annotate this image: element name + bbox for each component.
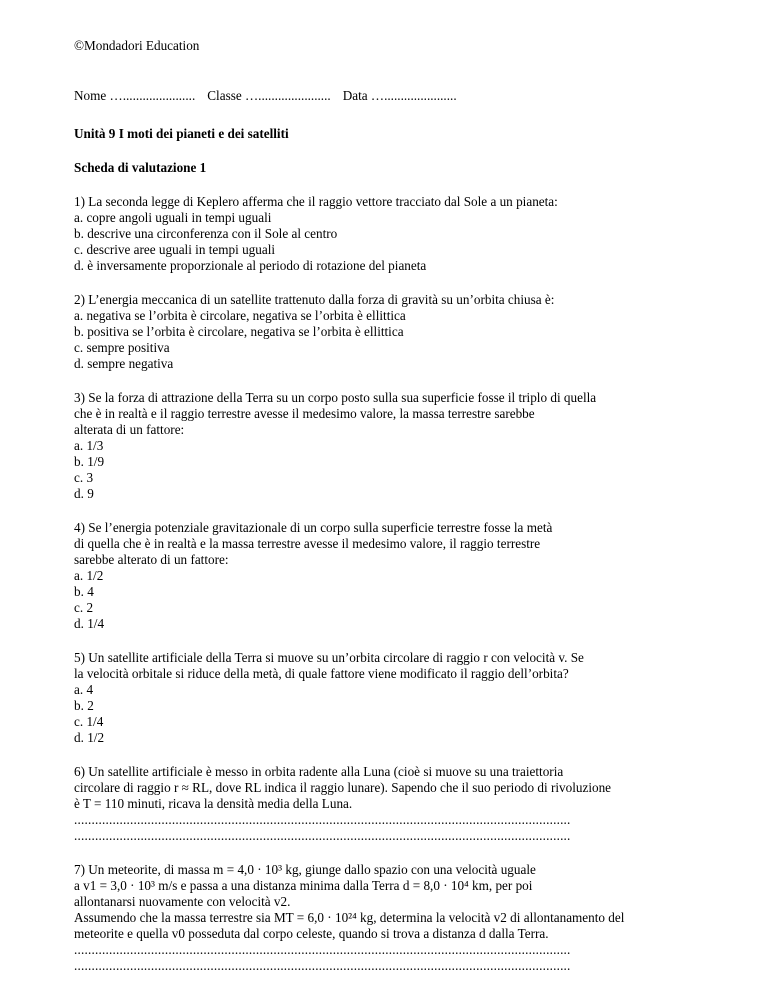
answer-option-c[interactable]: c. 2 xyxy=(74,600,94,615)
question-2 xyxy=(74,292,694,372)
question-text: 3) Se la forza di attrazione della Terra su un corpo posto sulla sua superficie fosse il triplo di quella xyxy=(74,390,597,405)
question-text: di quella che è in realtà e la massa terrestre avesse il medesimo valore, il raggio terrestre xyxy=(74,536,541,551)
question-text: 7) Un meteorite, di massa m = 4,0 · 10³ kg, giunge dallo spazio con una velocità uguale xyxy=(74,862,536,877)
answer-option-a[interactable]: a. 1/2 xyxy=(74,568,104,583)
answer-option-a[interactable]: a. 1/3 xyxy=(74,438,104,453)
answer-option-d[interactable]: d. 1/4 xyxy=(74,616,105,631)
unit-title: Unità 9 I moti dei pianeti e dei satelliti xyxy=(74,126,289,141)
answer-option-a[interactable]: a. 4 xyxy=(74,682,94,697)
question-6 xyxy=(74,764,694,844)
question-1 xyxy=(74,194,694,274)
sheet-title: Scheda di valutazione 1 xyxy=(74,160,207,175)
name-field[interactable]: Nome …...................... xyxy=(74,88,196,103)
question-text: sarebbe alterato di un fattore: xyxy=(74,552,229,567)
question-text: a v1 = 3,0 · 10³ m/s e passa a una distanza minima dalla Terra d = 8,0 · 10⁴ km, per poi xyxy=(74,878,533,893)
worksheet-content xyxy=(74,38,694,974)
question-5 xyxy=(74,650,694,746)
student-info-row xyxy=(74,88,694,104)
question-text: che è in realtà e il raggio terrestre avesse il medesimo valore, la massa terrestre sarebbe xyxy=(74,406,535,421)
question-text: 5) Un satellite artificiale della Terra si muove su un’orbita circolare di raggio r con velocità v. Se xyxy=(74,650,584,665)
date-field[interactable]: Data …...................... xyxy=(342,88,457,103)
answer-option-a[interactable]: a. negativa se l’orbita è circolare, negativa se l’orbita è ellittica xyxy=(74,308,406,323)
answer-option-c[interactable]: c. 3 xyxy=(74,470,94,485)
answer-option-b[interactable]: b. positiva se l’orbita è circolare, negativa se l’orbita è ellittica xyxy=(74,324,404,339)
answer-line[interactable]: .............................................................................................................................................. xyxy=(74,828,571,843)
question-text: è T = 110 minuti, ricava la densità media della Luna. xyxy=(74,796,353,811)
answer-line[interactable]: .............................................................................................................................................. xyxy=(74,958,571,973)
question-text: alterata di un fattore: xyxy=(74,422,185,437)
question-text: 1) La seconda legge di Keplero afferma che il raggio vettore tracciato dal Sole a un pianeta: xyxy=(74,194,558,209)
question-4 xyxy=(74,520,694,632)
answer-option-b[interactable]: b. 2 xyxy=(74,698,94,713)
question-text: Assumendo che la massa terrestre sia MT = 6,0 · 10²⁴ kg, determina la velocità v2 di allontanamento del xyxy=(74,910,625,925)
answer-line[interactable]: .............................................................................................................................................. xyxy=(74,812,571,827)
answer-line[interactable]: .............................................................................................................................................. xyxy=(74,942,571,957)
question-text: la velocità orbitale si riduce della metà, di quale fattore viene modificato il raggio dell’orbita? xyxy=(74,666,569,681)
question-text: circolare di raggio r ≈ RL, dove RL indica il raggio lunare). Sapendo che il suo periodo di rivoluzione xyxy=(74,780,612,795)
answer-option-c[interactable]: c. 1/4 xyxy=(74,714,104,729)
answer-option-c[interactable]: c. sempre positiva xyxy=(74,340,170,355)
question-text: meteorite e quella v0 posseduta dal corpo celeste, quando si trova a distanza d dalla Terra. xyxy=(74,926,549,941)
answer-option-b[interactable]: b. descrive una circonferenza con il Sole al centro xyxy=(74,226,338,241)
question-text: 6) Un satellite artificiale è messo in orbita radente alla Luna (cioè si muove su una traiettoria xyxy=(74,764,564,779)
answer-option-d[interactable]: d. sempre negativa xyxy=(74,356,174,371)
question-7 xyxy=(74,862,694,974)
answer-option-b[interactable]: b. 4 xyxy=(74,584,94,599)
answer-option-d[interactable]: d. 9 xyxy=(74,486,94,501)
class-field[interactable]: Classe …...................... xyxy=(207,88,331,103)
question-3 xyxy=(74,390,694,502)
copyright-notice: ©Mondadori Education xyxy=(74,38,200,53)
answer-option-a[interactable]: a. copre angoli uguali in tempi uguali xyxy=(74,210,272,225)
answer-option-d[interactable]: d. 1/2 xyxy=(74,730,105,745)
question-text: allontanarsi nuovamente con velocità v2. xyxy=(74,894,291,909)
answer-option-d[interactable]: d. è inversamente proporzionale al periodo di rotazione del pianeta xyxy=(74,258,427,273)
answer-option-b[interactable]: b. 1/9 xyxy=(74,454,105,469)
answer-option-c[interactable]: c. descrive aree uguali in tempi uguali xyxy=(74,242,276,257)
question-text: 2) L’energia meccanica di un satellite trattenuto dalla forza di gravità su un’orbita chiusa è: xyxy=(74,292,555,307)
question-text: 4) Se l’energia potenziale gravitazionale di un corpo sulla superficie terrestre fosse la metà xyxy=(74,520,553,535)
